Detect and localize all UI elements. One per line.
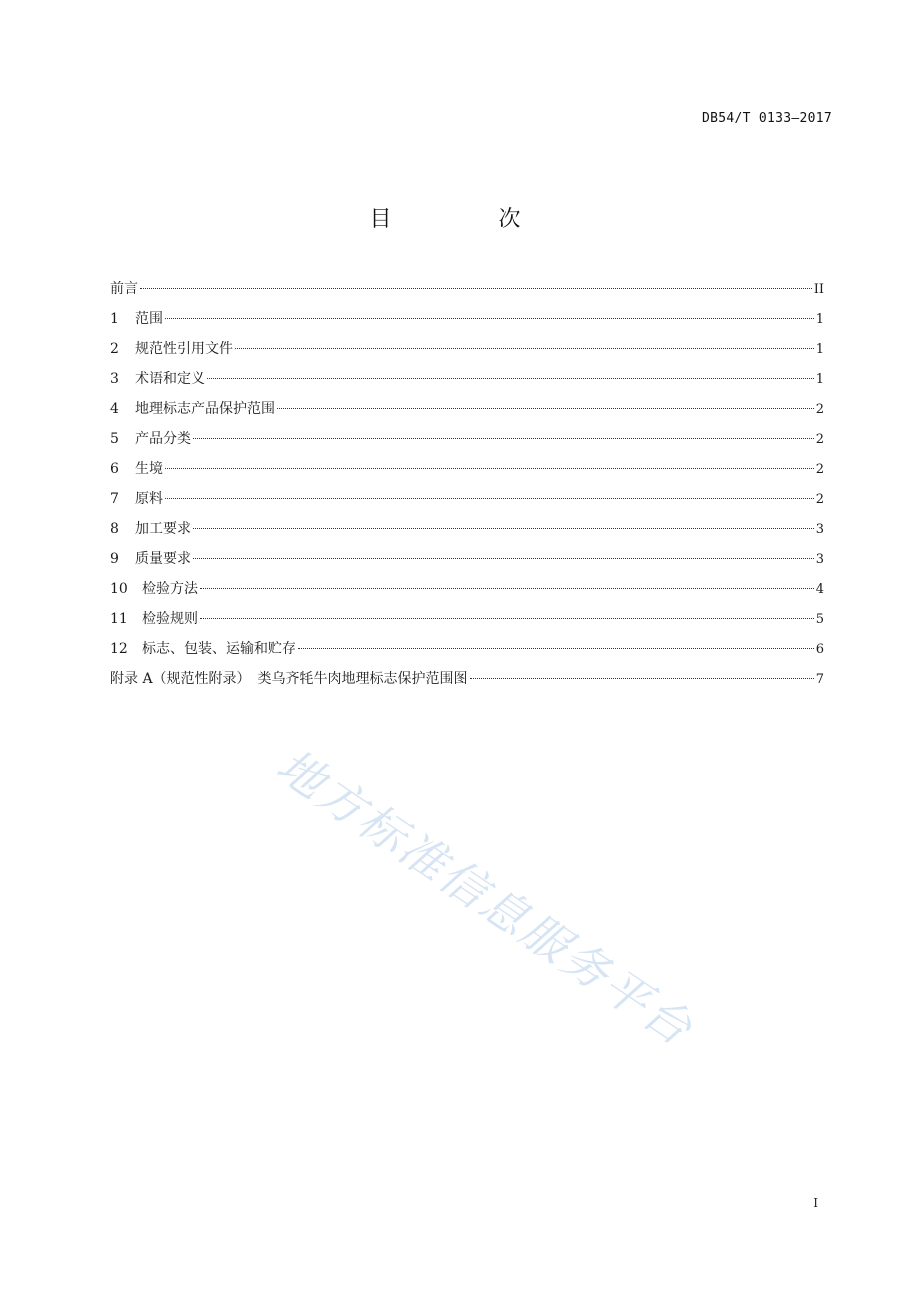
toc-leader-dots — [193, 528, 814, 529]
toc-entry-label: 加工要求 — [135, 521, 191, 537]
toc-entry[interactable] — [110, 308, 824, 338]
toc-entry-page: 4 — [815, 582, 824, 597]
toc-entry[interactable] — [110, 578, 824, 608]
toc-entry-label: 标志、包装、运输和贮存 — [142, 641, 296, 657]
table-of-contents — [110, 278, 824, 698]
toc-entry-page: 2 — [815, 402, 824, 417]
toc-entry-number: 4 — [110, 401, 119, 417]
toc-entry[interactable] — [110, 458, 824, 488]
toc-leader-dots — [140, 288, 812, 289]
toc-entry-label: 附录 A（规范性附录） 类乌齐牦牛肉地理标志保护范围图 — [110, 671, 468, 687]
toc-title: 目 次 — [369, 207, 571, 232]
toc-entry[interactable] — [110, 338, 824, 368]
toc-entry-page: 1 — [815, 342, 824, 357]
toc-entry-number: 12 — [110, 641, 128, 657]
toc-entry-page: 3 — [815, 552, 824, 567]
toc-entry-label: 前言 — [110, 281, 138, 297]
toc-leader-dots — [165, 498, 814, 499]
toc-entry[interactable] — [110, 638, 824, 668]
toc-leader-dots — [165, 318, 814, 319]
toc-entry[interactable] — [110, 608, 824, 638]
toc-entry-label: 规范性引用文件 — [135, 341, 233, 357]
toc-entry-number: 3 — [110, 371, 119, 387]
toc-entry[interactable] — [110, 278, 824, 308]
toc-leader-dots — [470, 678, 814, 679]
toc-entry[interactable] — [110, 428, 824, 458]
toc-entry-page: 6 — [815, 642, 824, 657]
toc-entry-page: 2 — [815, 492, 824, 507]
watermark: 地方标准信息服务平台 — [267, 738, 704, 1057]
toc-leader-dots — [200, 588, 814, 589]
toc-entry-label: 范围 — [135, 311, 163, 327]
toc-entry-label: 术语和定义 — [135, 371, 205, 387]
toc-entry-number: 8 — [110, 521, 119, 537]
toc-entry-page: 2 — [815, 462, 824, 477]
toc-leader-dots — [200, 618, 814, 619]
toc-entry-number: 1 — [110, 311, 119, 327]
toc-entry-page: 7 — [815, 672, 824, 687]
toc-entry-page: 3 — [815, 522, 824, 537]
toc-entry-label: 检验方法 — [142, 581, 198, 597]
toc-leader-dots — [207, 378, 814, 379]
toc-entry-number: 5 — [110, 431, 119, 447]
page-number: I — [813, 1196, 818, 1210]
toc-leader-dots — [277, 408, 814, 409]
toc-entry-number: 2 — [110, 341, 119, 357]
toc-entry-number: 9 — [110, 551, 119, 567]
toc-entry-number: 10 — [110, 581, 128, 597]
toc-entry[interactable] — [110, 668, 824, 698]
toc-entry-label: 地理标志产品保护范围 — [135, 401, 275, 417]
toc-entry[interactable] — [110, 368, 824, 398]
toc-entry-page: 5 — [815, 612, 824, 627]
toc-entry-label: 检验规则 — [142, 611, 198, 627]
toc-leader-dots — [193, 558, 814, 559]
toc-entry-number: 11 — [110, 611, 128, 627]
toc-entry[interactable] — [110, 398, 824, 428]
toc-entry[interactable] — [110, 488, 824, 518]
toc-entry-number: 7 — [110, 491, 119, 507]
toc-entry-label: 质量要求 — [135, 551, 191, 567]
toc-leader-dots — [298, 648, 814, 649]
toc-entry[interactable] — [110, 518, 824, 548]
toc-entry[interactable] — [110, 548, 824, 578]
toc-entry-number: 6 — [110, 461, 119, 477]
toc-entry-label: 原料 — [135, 491, 163, 507]
toc-entry-page: 2 — [815, 432, 824, 447]
toc-entry-page: 1 — [815, 372, 824, 387]
document-code: DB54/T 0133—2017 — [701, 111, 832, 126]
toc-leader-dots — [235, 348, 814, 349]
toc-leader-dots — [193, 438, 814, 439]
toc-entry-page: 1 — [815, 312, 824, 327]
toc-entry-label: 生境 — [135, 461, 163, 477]
toc-entry-label: 产品分类 — [135, 431, 191, 447]
toc-entry-page: II — [813, 282, 824, 297]
toc-leader-dots — [165, 468, 814, 469]
